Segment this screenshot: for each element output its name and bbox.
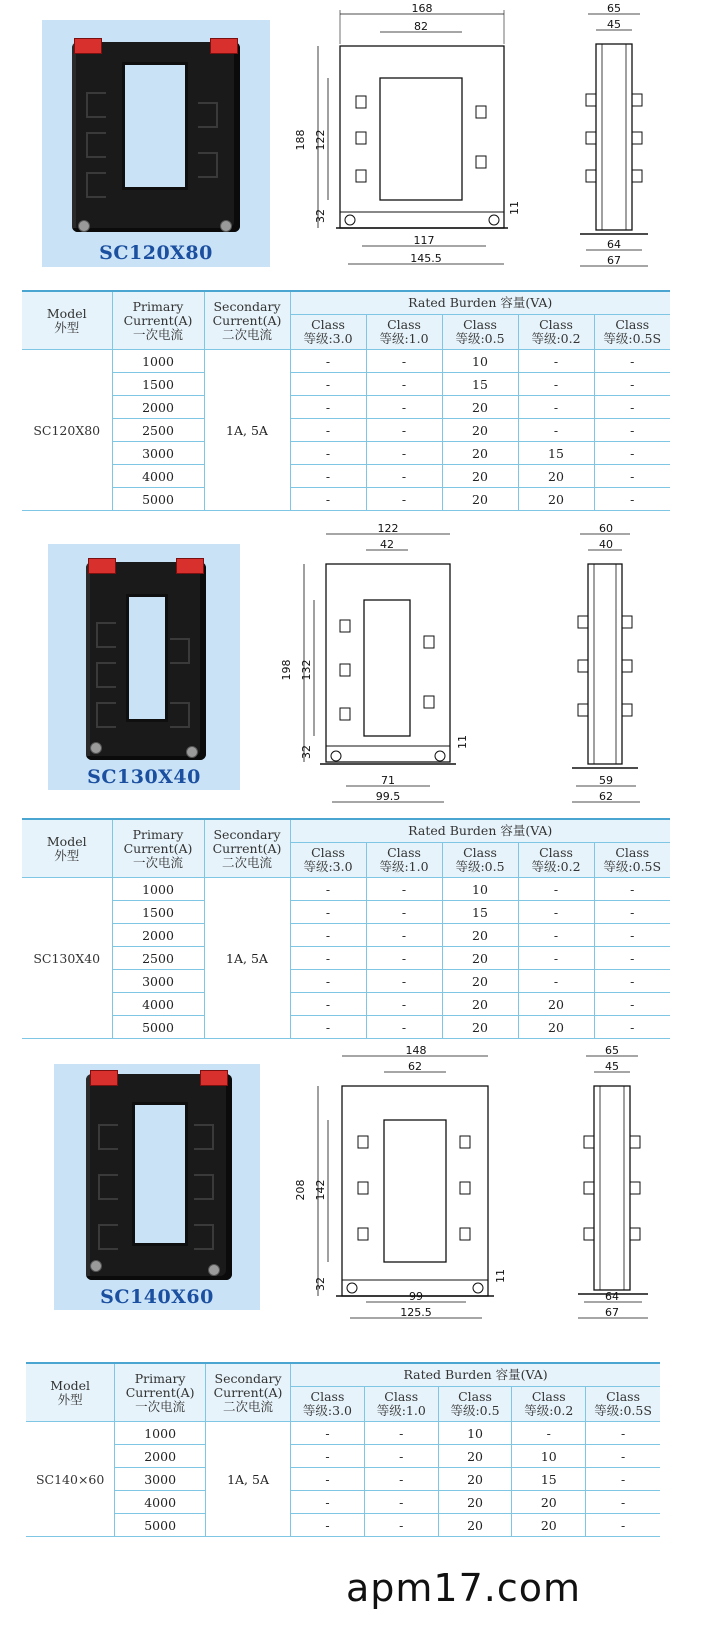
current-transformer-image	[86, 1074, 232, 1280]
side-base-b: 67	[607, 254, 621, 267]
burden-cell: -	[518, 924, 594, 947]
header-text: 等级:0.5S	[594, 1403, 652, 1418]
primary-current-cell: 2000	[112, 396, 204, 419]
header-text: 二次电流	[221, 326, 272, 342]
table-row	[22, 947, 670, 970]
burden-cell: -	[290, 419, 366, 442]
table-header-row	[22, 820, 670, 843]
model-title: SC120X80	[99, 242, 213, 264]
header-text: 一次电流	[132, 326, 183, 342]
burden-cell: -	[594, 947, 670, 970]
burden-cell: 10	[442, 878, 518, 901]
table-row	[22, 396, 670, 419]
burden-cell: -	[594, 373, 670, 396]
burden-cell: 20	[442, 924, 518, 947]
spec-table	[22, 820, 670, 1039]
burden-cell: -	[290, 465, 366, 488]
header-text: Class	[615, 317, 650, 332]
header-text: Model	[46, 833, 87, 849]
primary-current-cell: 4000	[112, 465, 204, 488]
header-text: Class	[387, 317, 421, 332]
burden-cell: -	[594, 924, 670, 947]
header-text: Class	[387, 845, 421, 860]
side-inner: 45	[607, 18, 621, 31]
burden-cell: -	[586, 1491, 660, 1514]
secondary-current-cell: 1A, 5A	[204, 878, 290, 1039]
burden-cell: -	[366, 993, 442, 1016]
burden-cell: -	[366, 924, 442, 947]
table-row	[26, 1491, 660, 1514]
burden-cell: -	[291, 1468, 365, 1491]
primary-current-cell: 3000	[112, 442, 204, 465]
header-text: Class	[531, 1389, 566, 1404]
dim-base: 32	[314, 209, 327, 223]
burden-cell: -	[594, 442, 670, 465]
burden-cell: -	[594, 878, 670, 901]
burden-cell: -	[366, 488, 442, 511]
header-text: Current(A)	[123, 312, 193, 328]
dim-height: 208	[294, 1179, 307, 1201]
front-dimension-drawing	[280, 520, 490, 810]
model-cell: SC120X80	[22, 350, 112, 511]
burden-cell: -	[364, 1514, 438, 1537]
dim-window: 62	[408, 1060, 422, 1073]
burden-cell: 20	[438, 1468, 512, 1491]
burden-cell: 10	[512, 1445, 586, 1468]
primary-current-cell: 1000	[112, 350, 204, 373]
header-text: 等级:1.0	[379, 331, 429, 346]
header-text: Class	[463, 845, 497, 860]
primary-current-cell: 4000	[112, 993, 204, 1016]
header-class	[594, 315, 670, 350]
burden-cell: 20	[518, 465, 594, 488]
primary-current-cell: 2500	[112, 419, 204, 442]
side-dimension-drawing	[576, 0, 676, 275]
header-text: Current(A)	[212, 840, 282, 856]
burden-cell: -	[366, 947, 442, 970]
header-text: Class	[606, 1389, 641, 1404]
dim-bolt-span: 117	[413, 234, 435, 247]
burden-cell: -	[290, 488, 366, 511]
primary-current-cell: 3000	[115, 1468, 206, 1491]
header-text: 等级:1.0	[379, 859, 429, 874]
side-base-a: 64	[605, 1290, 619, 1303]
header-class	[594, 843, 670, 878]
spec-table	[22, 292, 670, 511]
burden-cell: 20	[442, 419, 518, 442]
header-class	[366, 843, 442, 878]
burden-cell: -	[364, 1491, 438, 1514]
primary-current-cell: 2500	[112, 947, 204, 970]
side-inner: 45	[605, 1060, 619, 1073]
burden-cell: 20	[512, 1491, 586, 1514]
header-model	[22, 820, 112, 878]
header-text: 等级:0.5	[455, 859, 505, 874]
dim-bolt-span: 99	[409, 1290, 423, 1303]
table-row	[26, 1422, 660, 1445]
header-text: Primary	[132, 826, 184, 842]
primary-current-cell: 2000	[115, 1445, 206, 1468]
header-text: 等级:0.5	[455, 331, 505, 346]
table-header-row	[22, 292, 670, 315]
table-row	[22, 1016, 670, 1039]
table-row	[22, 924, 670, 947]
header-primary	[115, 1364, 206, 1422]
burden-cell: -	[364, 1422, 438, 1445]
dim-height: 188	[294, 129, 307, 151]
burden-cell: -	[518, 901, 594, 924]
secondary-current-cell: 1A, 5A	[206, 1422, 291, 1537]
burden-cell: -	[518, 970, 594, 993]
table-row	[22, 901, 670, 924]
dim-base-width: 125.5	[400, 1306, 432, 1319]
table-row	[26, 1468, 660, 1491]
burden-cell: 20	[438, 1514, 512, 1537]
side-dimension-drawing	[576, 1040, 676, 1340]
burden-cell: -	[290, 1016, 366, 1039]
burden-cell: -	[366, 970, 442, 993]
header-text: Secondary	[213, 298, 281, 314]
header-text: Model	[46, 305, 87, 321]
burden-cell: -	[291, 1422, 365, 1445]
header-secondary	[204, 292, 290, 350]
burden-cell: 20	[442, 970, 518, 993]
burden-cell: -	[512, 1422, 586, 1445]
dim-width: 122	[377, 522, 399, 535]
burden-cell: -	[518, 947, 594, 970]
table-row	[22, 878, 670, 901]
header-text: 等级:3.0	[302, 1403, 352, 1418]
product-photo	[48, 544, 240, 790]
dim-width: 148	[405, 1044, 427, 1057]
burden-cell: 20	[442, 488, 518, 511]
burden-cell: -	[518, 373, 594, 396]
dim-base-width: 145.5	[410, 252, 442, 265]
model-cell: SC130X40	[22, 878, 112, 1039]
burden-cell: -	[594, 1016, 670, 1039]
header-secondary	[206, 1364, 291, 1422]
burden-cell: -	[518, 350, 594, 373]
burden-cell: 20	[442, 993, 518, 1016]
burden-cell: -	[366, 350, 442, 373]
primary-current-cell: 5000	[112, 1016, 204, 1039]
header-text: 外型	[57, 1391, 83, 1407]
header-text: Current(A)	[123, 840, 193, 856]
header-class	[442, 843, 518, 878]
header-class	[364, 1387, 438, 1422]
header-text: 等级:0.5S	[603, 859, 662, 874]
dim-window: 82	[414, 20, 428, 33]
header-class	[366, 315, 442, 350]
burden-cell: 20	[438, 1445, 512, 1468]
table-row	[22, 419, 670, 442]
side-dimension-drawing	[566, 520, 666, 810]
burden-cell: -	[290, 442, 366, 465]
header-text: 等级:0.5	[450, 1403, 500, 1418]
burden-cell: -	[594, 419, 670, 442]
table-row	[22, 350, 670, 373]
burden-cell: 20	[518, 1016, 594, 1039]
dim-bolt-offset: 11	[508, 201, 521, 215]
header-text: Secondary	[213, 826, 281, 842]
header-text: 一次电流	[132, 854, 183, 870]
side-width: 65	[605, 1044, 619, 1057]
burden-cell: 10	[442, 350, 518, 373]
burden-cell: -	[290, 924, 366, 947]
burden-cell: 20	[442, 1016, 518, 1039]
model-title: SC140X60	[100, 1286, 214, 1308]
burden-cell: -	[586, 1422, 660, 1445]
header-secondary	[204, 820, 290, 878]
burden-cell: -	[290, 993, 366, 1016]
burden-cell: -	[290, 970, 366, 993]
primary-current-cell: 2000	[112, 924, 204, 947]
burden-cell: -	[291, 1514, 365, 1537]
header-text: Class	[311, 317, 345, 332]
side-width: 60	[599, 522, 613, 535]
burden-cell: -	[586, 1514, 660, 1537]
header-rated-burden: Rated Burden 容量(VA)	[290, 292, 670, 315]
dim-inner-height: 132	[300, 659, 313, 681]
burden-cell: 15	[512, 1468, 586, 1491]
header-text: Class	[463, 317, 497, 332]
burden-cell: 15	[442, 373, 518, 396]
burden-cell: -	[366, 878, 442, 901]
header-text: 等级:0.2	[524, 1403, 574, 1418]
header-text: 等级:3.0	[303, 331, 353, 346]
burden-cell: 20	[512, 1514, 586, 1537]
table-row	[22, 442, 670, 465]
burden-cell: -	[290, 396, 366, 419]
dim-width: 168	[411, 2, 433, 15]
burden-cell: 20	[438, 1491, 512, 1514]
burden-cell: -	[291, 1491, 365, 1514]
watermark: apm17.com	[346, 1566, 582, 1610]
burden-cell: 15	[442, 901, 518, 924]
burden-cell: -	[594, 396, 670, 419]
burden-cell: -	[290, 947, 366, 970]
header-class	[438, 1387, 512, 1422]
dim-bolt-offset: 11	[456, 735, 469, 749]
header-primary	[112, 292, 204, 350]
header-text: Class	[539, 845, 573, 860]
burden-cell: -	[364, 1468, 438, 1491]
dim-height: 198	[280, 659, 293, 681]
burden-cell: 20	[442, 396, 518, 419]
header-text: 等级:3.0	[303, 859, 353, 874]
header-class	[290, 315, 366, 350]
table-row	[22, 993, 670, 1016]
dim-base: 32	[300, 745, 313, 759]
burden-cell: -	[594, 488, 670, 511]
header-text: Class	[310, 1389, 345, 1404]
product-section-sc130x40	[0, 520, 720, 1040]
model-title: SC130X40	[87, 766, 201, 788]
burden-cell: -	[364, 1445, 438, 1468]
primary-current-cell: 3000	[112, 970, 204, 993]
product-section-sc120x80	[0, 0, 720, 520]
dim-bolt-span: 71	[381, 774, 395, 787]
header-text: Class	[615, 845, 650, 860]
burden-cell: -	[594, 970, 670, 993]
header-rated-burden: Rated Burden 容量(VA)	[290, 820, 670, 843]
burden-cell: -	[366, 442, 442, 465]
header-text: 外型	[54, 847, 80, 863]
side-inner: 40	[599, 538, 613, 551]
primary-current-cell: 1500	[112, 373, 204, 396]
header-text: 外型	[54, 319, 80, 335]
burden-cell: -	[290, 373, 366, 396]
burden-cell: -	[290, 350, 366, 373]
header-class	[512, 1387, 586, 1422]
secondary-current-cell: 1A, 5A	[204, 350, 290, 511]
primary-current-cell: 5000	[115, 1514, 206, 1537]
product-photo	[54, 1064, 260, 1310]
burden-cell: -	[518, 878, 594, 901]
burden-cell: -	[366, 901, 442, 924]
header-model	[26, 1364, 115, 1422]
header-text: Primary	[132, 298, 184, 314]
header-text: 等级:0.2	[531, 331, 581, 346]
burden-cell: -	[586, 1445, 660, 1468]
product-section-sc140x60	[0, 1040, 720, 1635]
header-text: Model	[50, 1377, 90, 1393]
burden-cell: 20	[442, 947, 518, 970]
spec-table	[26, 1364, 660, 1537]
burden-cell: -	[366, 396, 442, 419]
header-text: 等级:0.2	[531, 859, 581, 874]
burden-cell: -	[594, 993, 670, 1016]
product-photo	[42, 20, 270, 267]
header-text: Primary	[134, 1370, 186, 1386]
burden-cell: -	[586, 1468, 660, 1491]
header-text: Class	[311, 845, 345, 860]
dim-window: 42	[380, 538, 394, 551]
front-dimension-drawing	[294, 0, 540, 275]
side-base-a: 64	[607, 238, 621, 251]
header-text: 一次电流	[135, 1398, 186, 1414]
burden-cell: -	[291, 1445, 365, 1468]
header-class	[518, 315, 594, 350]
header-text: Class	[458, 1389, 492, 1404]
burden-cell: -	[518, 396, 594, 419]
burden-cell: 20	[442, 442, 518, 465]
header-text: 二次电流	[221, 854, 272, 870]
table-row	[26, 1445, 660, 1468]
burden-cell: 15	[518, 442, 594, 465]
primary-current-cell: 5000	[112, 488, 204, 511]
dim-inner-height: 122	[314, 129, 327, 151]
table-row	[26, 1514, 660, 1537]
burden-cell: 20	[518, 993, 594, 1016]
table-header-row	[26, 1364, 660, 1387]
side-width: 65	[607, 2, 621, 15]
header-text: Class	[539, 317, 573, 332]
primary-current-cell: 4000	[115, 1491, 206, 1514]
burden-cell: -	[594, 465, 670, 488]
front-dimension-drawing	[294, 1040, 520, 1340]
burden-cell: -	[366, 1016, 442, 1039]
header-model	[22, 292, 112, 350]
burden-cell: -	[594, 350, 670, 373]
table-row	[22, 970, 670, 993]
header-rated-burden: Rated Burden 容量(VA)	[291, 1364, 660, 1387]
current-transformer-image	[72, 42, 240, 232]
table-row	[22, 488, 670, 511]
header-primary	[112, 820, 204, 878]
burden-cell: -	[366, 373, 442, 396]
primary-current-cell: 1500	[112, 901, 204, 924]
burden-cell: 20	[442, 465, 518, 488]
burden-cell: -	[594, 901, 670, 924]
side-base-b: 62	[599, 790, 613, 803]
dim-inner-height: 142	[314, 1179, 327, 1201]
header-text: 等级:0.5S	[603, 331, 662, 346]
primary-current-cell: 1000	[115, 1422, 206, 1445]
dim-base-width: 99.5	[375, 790, 401, 803]
current-transformer-image	[86, 562, 206, 760]
burden-cell: -	[366, 465, 442, 488]
burden-cell: -	[290, 878, 366, 901]
header-text: Class	[384, 1389, 419, 1404]
dim-bolt-offset: 11	[494, 1269, 507, 1283]
dim-base: 32	[314, 1277, 327, 1291]
burden-cell: -	[518, 419, 594, 442]
burden-cell: -	[290, 901, 366, 924]
table-row	[22, 373, 670, 396]
burden-cell: 20	[518, 488, 594, 511]
header-text: Current(A)	[213, 1384, 283, 1400]
header-class	[442, 315, 518, 350]
side-base-b: 67	[605, 1306, 619, 1319]
side-base-a: 59	[599, 774, 613, 787]
burden-cell: 10	[438, 1422, 512, 1445]
model-cell: SC140×60	[26, 1422, 115, 1537]
header-text: Current(A)	[212, 312, 282, 328]
header-class	[291, 1387, 365, 1422]
burden-cell: -	[366, 419, 442, 442]
header-class	[518, 843, 594, 878]
primary-current-cell: 1000	[112, 878, 204, 901]
header-text: 二次电流	[223, 1398, 274, 1414]
table-row	[22, 465, 670, 488]
header-class	[290, 843, 366, 878]
header-class	[586, 1387, 660, 1422]
header-text: 等级:1.0	[376, 1403, 426, 1418]
header-text: Current(A)	[125, 1384, 195, 1400]
header-text: Secondary	[214, 1370, 282, 1386]
